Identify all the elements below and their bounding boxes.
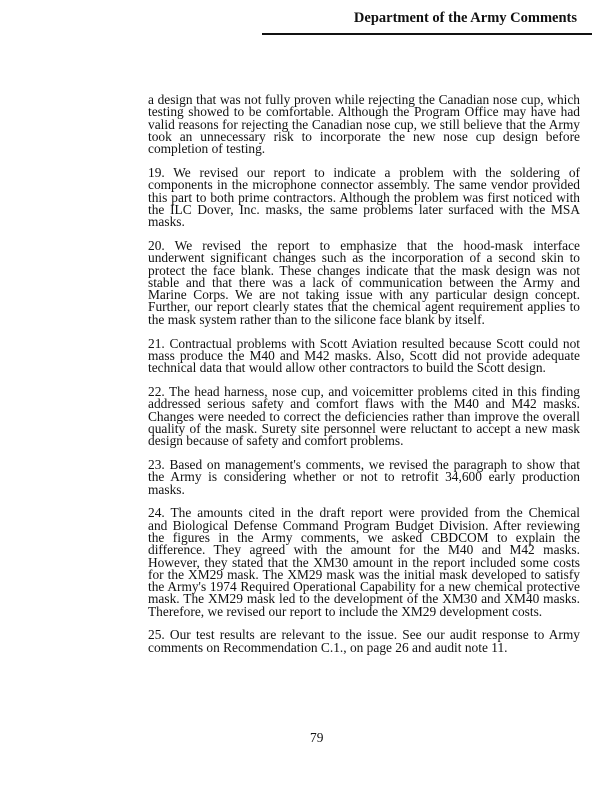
text-line: design because of safety and comfort problems. xyxy=(148,433,404,449)
text-line: technical data that would allow other contractors to build the Scott design. xyxy=(148,360,546,376)
text-line: this part to both prime contractors. Although the problem was first noticed with xyxy=(148,189,580,205)
text-line: difference. They agreed with the amount for the M40 and M42 masks. xyxy=(148,542,580,558)
text-line: masks. xyxy=(148,481,185,497)
text-line: protect the face blank. These changes indicate that the mask design was not xyxy=(148,262,580,278)
text-line: 24. The amounts cited in the draft report were provided from the Chemical xyxy=(148,505,580,521)
header-rule xyxy=(262,33,592,35)
text-line: Further, our report clearly states that the chemical agent requirement applies to xyxy=(148,299,580,315)
text-line: mask. The XM29 mask led to the development of the XM30 and XM40 masks. xyxy=(148,591,580,607)
text-line: comments on Recommendation C.1., on page 26 and audit note 11. xyxy=(148,639,508,655)
text-line: 23. Based on management's comments, we revised the paragraph to show that xyxy=(148,456,580,472)
paragraph xyxy=(148,94,580,155)
paragraph xyxy=(148,456,580,497)
document-body xyxy=(148,94,580,666)
text-line: the Army is considering whether or not to retrofit 34,600 early production xyxy=(148,469,580,485)
text-line: a design that was not fully proven while rejecting the Canadian nose cup, which xyxy=(148,92,580,107)
text-line: completion of testing. xyxy=(148,141,266,157)
paragraph xyxy=(148,383,580,449)
text-line: and Biological Defense Command Program Budget Division. After reviewing xyxy=(148,517,580,533)
text-line: However, they stated that the XM30 amount in the report included some costs xyxy=(148,554,580,570)
paragraph xyxy=(148,335,580,376)
text-line: valid reasons for rejecting the Canadian nose cup, we still believe that the Army xyxy=(148,116,580,132)
text-line: the Army's 1974 Required Operational Capability for a new chemical protective xyxy=(148,579,580,595)
text-line: the figures in the Army comments, we asked CBDCOM to explain the xyxy=(148,529,580,545)
text-line: for the XM29 mask. The XM29 mask was the initial mask developed to satisfy xyxy=(148,566,580,582)
paragraph xyxy=(148,507,580,618)
text-line: testing showed to be comfortable. Although the Program Office may have had xyxy=(148,104,580,120)
text-line: Changes were needed to correct the deficiencies rather than improve the overall xyxy=(148,408,580,424)
text-line: components in the microphone connector assembly. The same vendor provided xyxy=(148,177,580,193)
text-line: stable and that there was a lack of communication between the Army and xyxy=(148,274,580,290)
text-line: 19. We revised our report to indicate a problem with the soldering of xyxy=(148,164,580,180)
text-line: Therefore, we revised our report to include the XM29 development costs. xyxy=(148,603,543,619)
page-number: 79 xyxy=(310,730,324,745)
text-line: underwent significant changes such as the incorporation of a second skin to xyxy=(148,250,580,266)
text-line: masks. xyxy=(148,214,185,230)
text-line: 20. We revised the report to emphasize that the hood-mask interface xyxy=(148,237,580,253)
text-line: 22. The head harness, nose cup, and voicemitter problems cited in this finding xyxy=(148,383,580,399)
text-line: 21. Contractual problems with Scott Aviation resulted because Scott could not xyxy=(148,335,580,351)
text-line: mass produce the M40 and M42 masks. Also, Scott did not provide adequate xyxy=(148,347,580,363)
paragraph xyxy=(148,164,580,230)
text-line: 25. Our test results are relevant to the issue. See our audit response to Army xyxy=(148,627,580,643)
text-line: quality of the mask. Surety site personnel were reluctant to accept a new mask xyxy=(148,420,580,436)
text-line: addressed serious safety and comfort flaws with the M40 and M42 masks. xyxy=(148,396,580,412)
running-header: Department of the Army Comments xyxy=(353,10,577,26)
text-line: took an unnecessary risk to incorporate the new nose cup design before xyxy=(148,128,580,144)
paragraph xyxy=(148,629,580,654)
paragraph xyxy=(148,237,580,327)
text-line: the ILC Dover, Inc. masks, the same problems later surfaced with the MSA xyxy=(148,201,580,217)
text-line: Marine Corps. We are not taking issue with any particular design concept. xyxy=(148,287,580,303)
text-line: the mask system rather than to the silicone face blank by itself. xyxy=(148,311,485,327)
